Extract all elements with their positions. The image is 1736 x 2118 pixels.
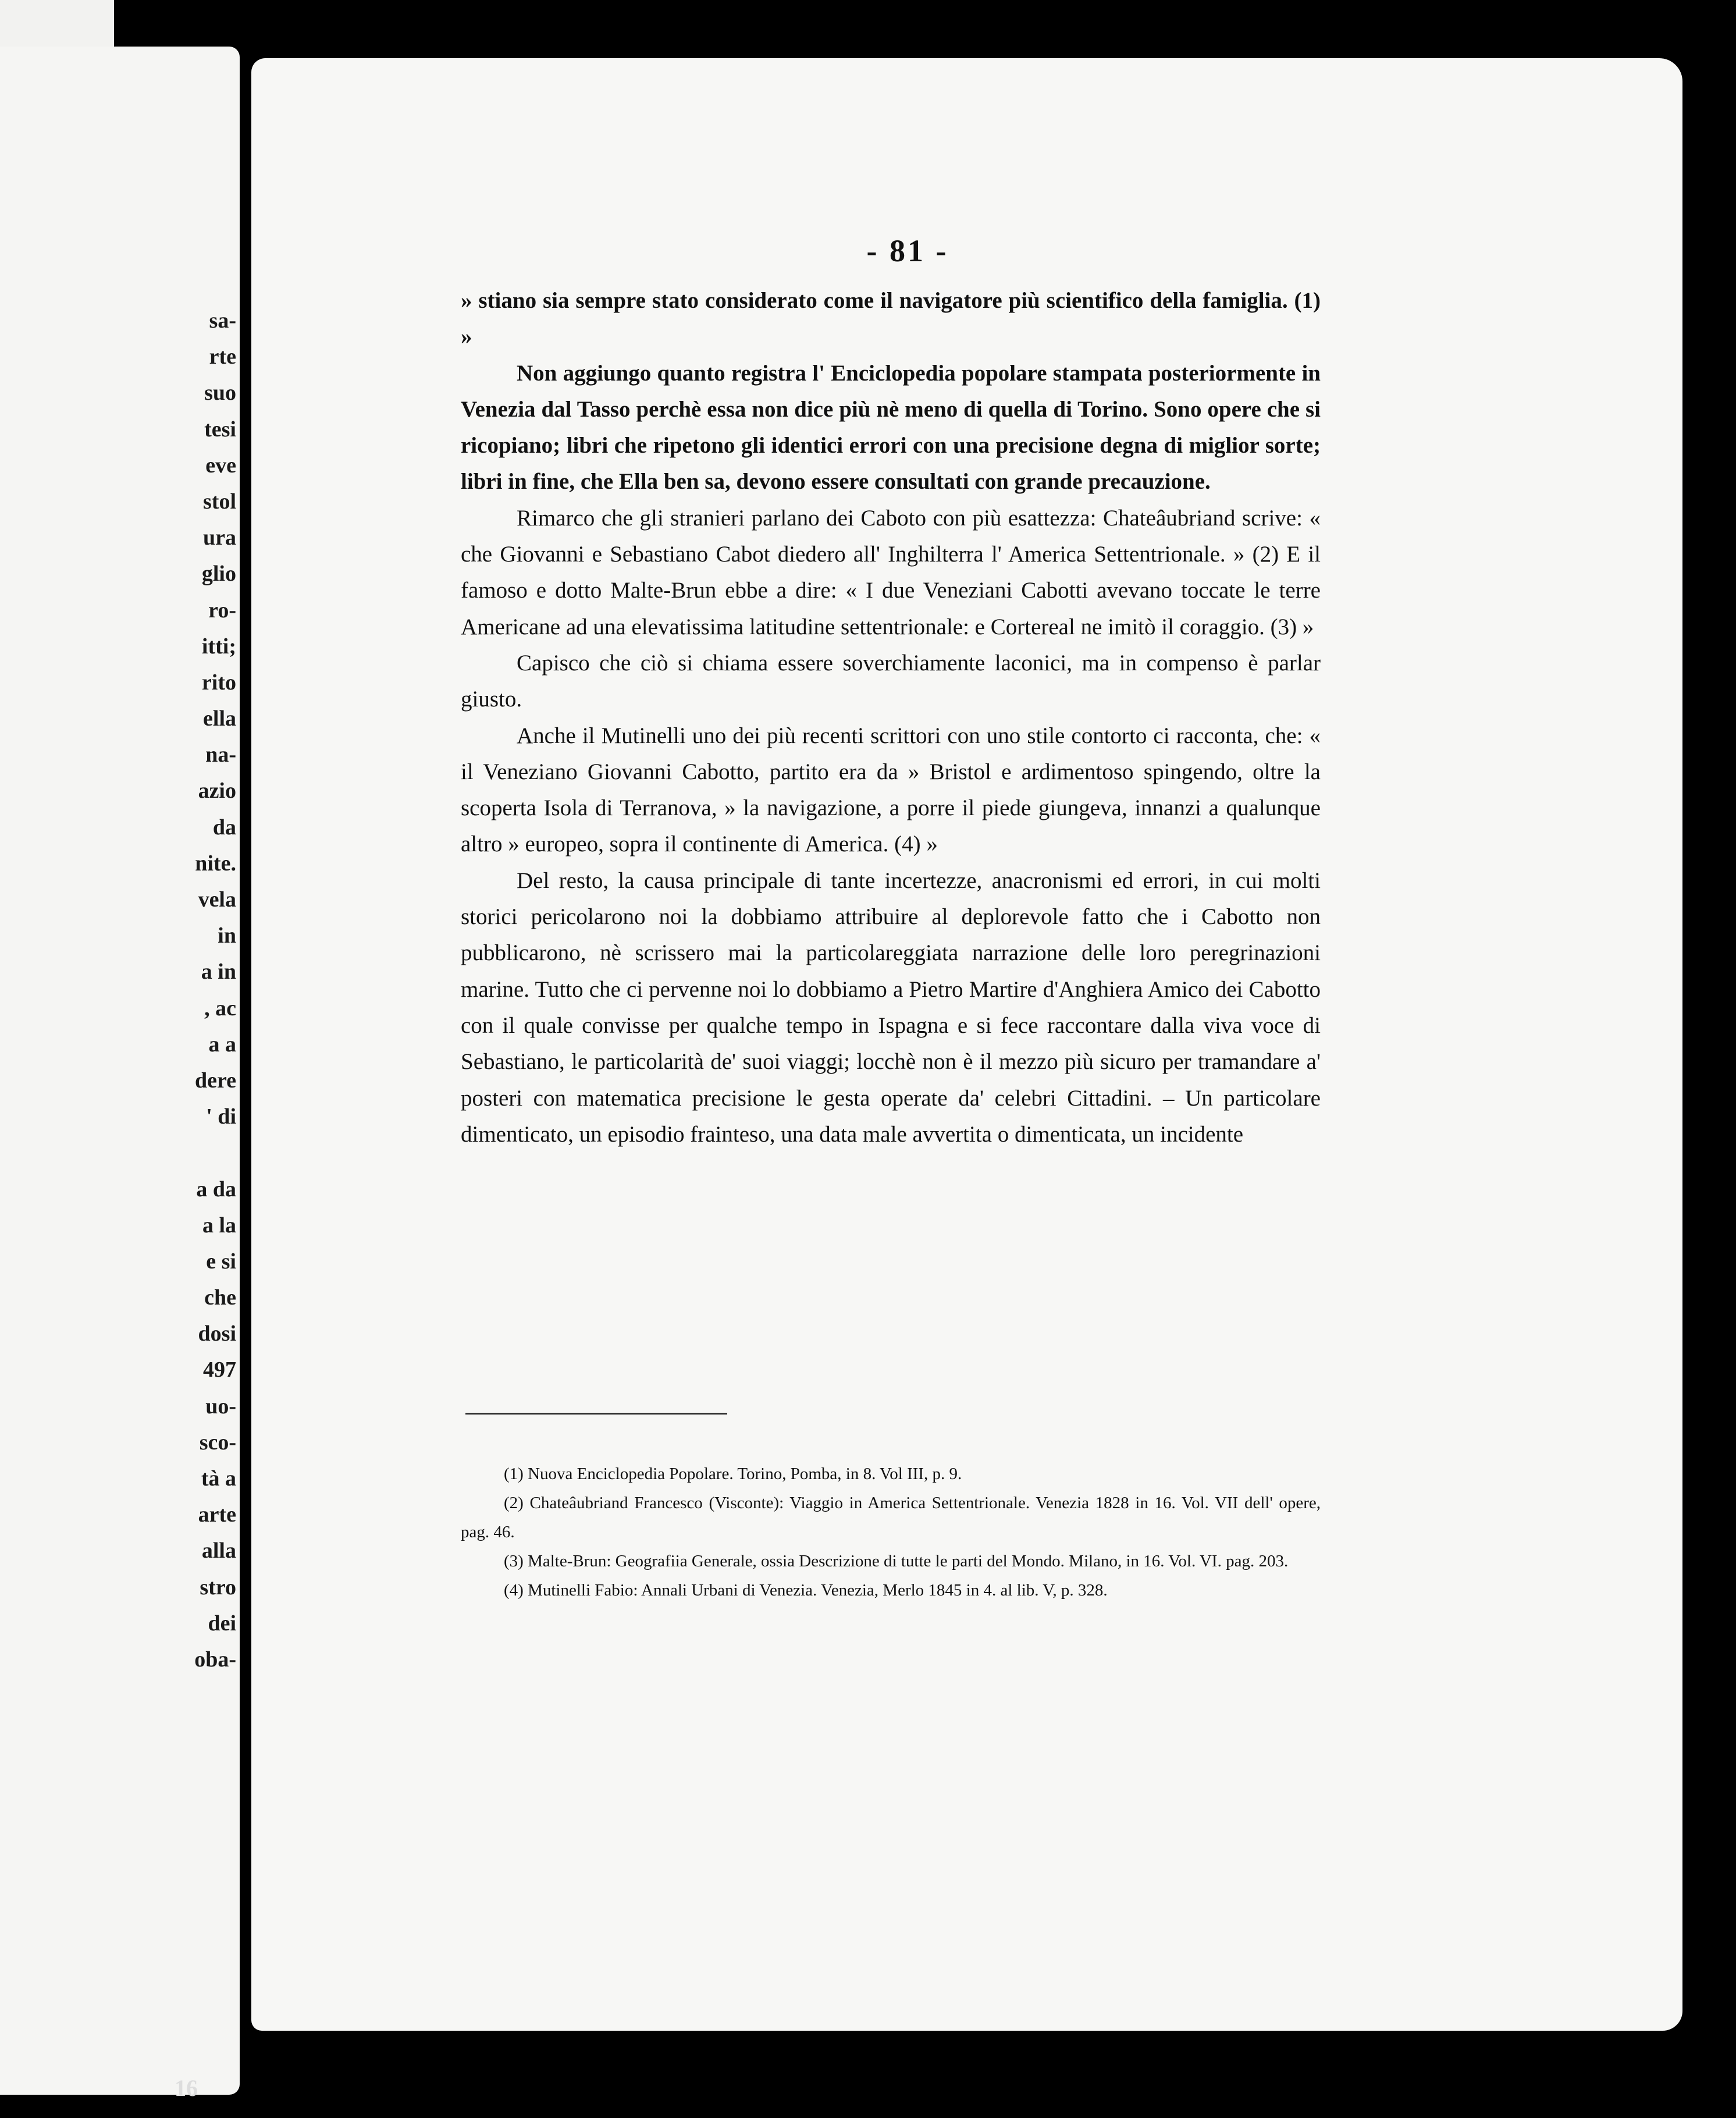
corner-mark: 16: [175, 2075, 198, 2101]
footnote: (1) Nuova Enciclopedia Popolare. Torino, Pomba, in 8. Vol III, p. 9.: [504, 1465, 962, 1483]
left-margin-fragment: dere: [194, 1068, 236, 1093]
left-margin-fragment: stro: [200, 1575, 236, 1600]
left-margin-fragment: a da: [196, 1177, 236, 1202]
left-margin-fragment: dosi: [198, 1321, 236, 1346]
paragraph: Del resto, la causa principale di tante incertezze, anacronismi ed errori, in cui molti storici pericolarono noi la dobbiamo attribuire al deplorevole fatto che i Cabotto non pubblicarono, nè scrissero mai la particolareggiata narrazione delle loro peregrinazioni marine. Tutto che ci pervenne noi lo dobbiamo a Pietro Martire d'Anghiera Amico dei Cabotto con il quale convisse per qualche tempo in Ispagna e si fece raccontare dalla viva voce di Sebastiano, le particolarità de' suoi viaggi; locchè non è il mezzo più sicuro per tramandare a' posteri con matematica precisione le gesta operate da' celebri Cittadini. – Un particolare dimenticato, un episodio frainteso, una data male avvertita o dimenticata, un incidente: [461, 868, 1321, 1147]
left-margin-fragment: glio: [201, 562, 236, 587]
footnote-separator: [465, 1413, 727, 1415]
footnote: (3) Malte-Brun: Geografiia Generale, ossia Descrizione di tutte le parti del Mondo. Milano, in 16. Vol. VI. pag. 203.: [504, 1552, 1289, 1570]
left-margin-fragment: nite.: [195, 851, 236, 876]
page-number: - 81 -: [866, 233, 949, 268]
left-margin-fragment: a la: [202, 1213, 236, 1238]
left-margin-fragment: ' di: [206, 1104, 236, 1129]
left-margin-fragment: dei: [208, 1611, 236, 1636]
left-margin-fragment: [0, 1135, 240, 1171]
left-margin-fragment: e si: [206, 1249, 236, 1274]
paragraph: Rimarco che gli stranieri parlano dei Caboto con più esattezza: Chateâubriand scrive: « che Giovanni e Sebastiano Cabot diedero all' Inghilterra l' America Settentrionale. » (2) E il famoso e dotto Malte-Brun ebbe a dire: « I due Veneziani Cabotti avevano toccate le terre Americane ad una elevatissima latitudine settentrionale: e Cortereal ne imitò il coraggio. (3) »: [461, 505, 1321, 639]
left-margin-fragment: sco-: [199, 1430, 236, 1455]
left-margin-fragment: in: [218, 923, 236, 948]
left-margin-fragment: ura: [203, 525, 236, 550]
left-margin-fragment: vela: [198, 887, 236, 912]
left-margin-fragment: a in: [201, 960, 236, 985]
left-margin-fragment: suo: [204, 381, 236, 406]
left-margin-fragment: tà a: [201, 1466, 236, 1491]
left-margin-fragment: alla: [201, 1538, 236, 1563]
left-margin-fragment: uo-: [205, 1394, 236, 1419]
left-margin-fragment: rte: [209, 344, 236, 369]
left-margin-fragment: ro-: [208, 598, 236, 623]
left-margin-fragment: da: [212, 815, 236, 840]
left-margin-fragment: eve: [205, 453, 236, 478]
left-margin-fragment: na-: [205, 742, 236, 767]
left-margin-fragment: azio: [198, 779, 236, 804]
left-margin-fragment: oba-: [194, 1647, 236, 1672]
footnote: (4) Mutinelli Fabio: Annali Urbani di Venezia. Venezia, Merlo 1845 in 4. al lib. V, p. 328.: [504, 1581, 1108, 1600]
left-margin-fragment: a a: [208, 1032, 236, 1057]
paragraph: Non aggiungo quanto registra l' Enciclopedia popolare stampata posteriormente in Venezia dal Tasso perchè essa non dice più nè meno di quella di Torino. Sono opere che si ricopiano; libri che ripetono gli identici errori con una precisione degna di miglior sorte; libri in fine, che Ella ben sa, devono essere consultati con grande precauzione.: [461, 360, 1321, 495]
paragraph: » stiano sia sempre stato considerato come il navigatore più scientifico della famiglia. (1) »: [461, 288, 1321, 350]
left-margin-fragment: rito: [201, 670, 236, 695]
previous-page-text-fragments: [0, 303, 240, 1678]
footnote: (2) Chateâubriand Francesco (Visconte): Viaggio in America Settentrionale. Venezia 1828 in 16. Vol. VII dell' opere, pag. 46.: [461, 1494, 1321, 1541]
left-margin-fragment: , ac: [204, 996, 236, 1021]
paragraph: Capisco che ciò si chiama essere soverchiamente laconici, ma in compenso è parlar giusto.: [461, 650, 1321, 712]
left-margin-fragment: stol: [203, 489, 236, 514]
paragraph: Anche il Mutinelli uno dei più recenti scrittori con uno stile contorto ci racconta, che: « il Veneziano Giovanni Cabotto, partito era da » Bristol e ardimentoso spingendo, oltre la scoperta Isola di Terranova, » la navigazione, a porre il piede giungeva, innanzi a qualunque altro » europeo, sopra il continente di America. (4) »: [461, 723, 1321, 857]
left-margin-fragment: tesi: [204, 417, 236, 442]
left-margin-fragment: arte: [198, 1502, 236, 1527]
body-text: [461, 283, 1321, 1153]
left-margin-fragment: itti;: [201, 634, 236, 659]
left-margin-fragment: sa-: [209, 308, 236, 333]
previous-page-edge: [0, 47, 240, 2095]
left-margin-fragment: che: [204, 1285, 236, 1310]
left-margin-fragment: ella: [203, 706, 236, 731]
left-margin-fragment: 497: [203, 1357, 236, 1383]
footnotes: [461, 1459, 1321, 1605]
